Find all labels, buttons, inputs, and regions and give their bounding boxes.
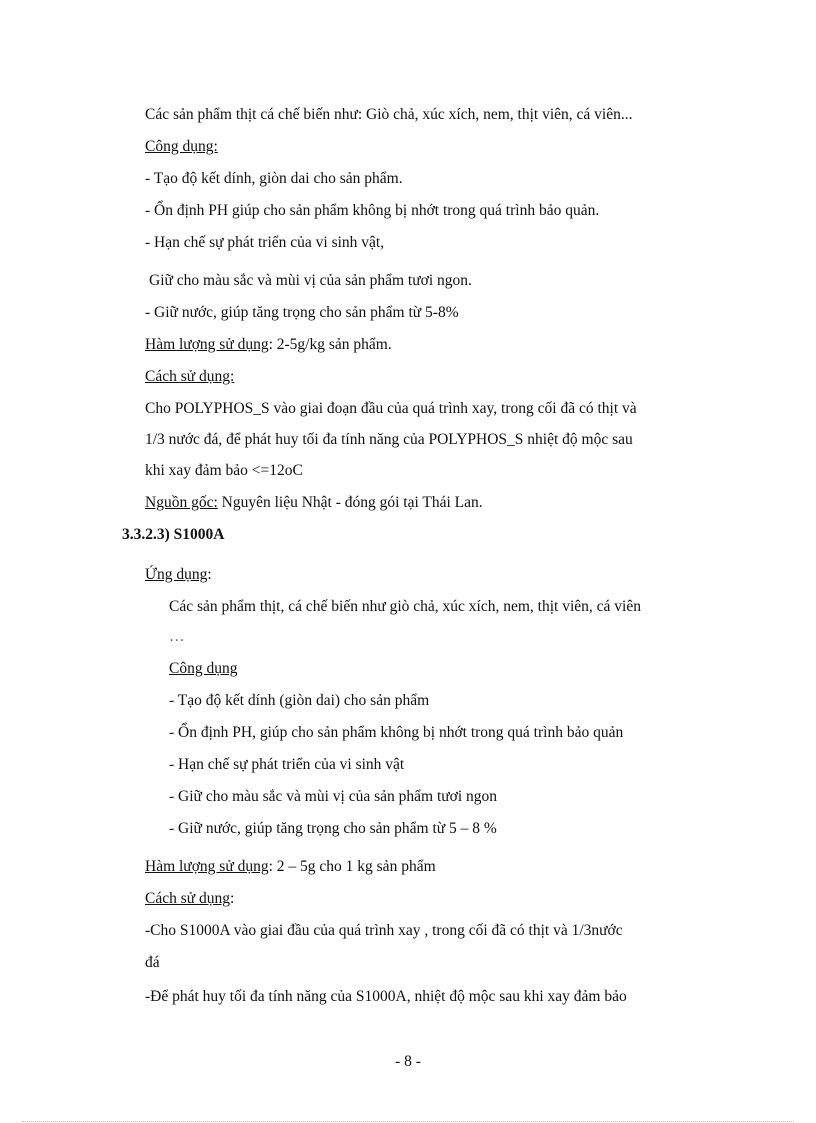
usage-title: Cách sử dụng	[145, 890, 231, 907]
usage-line	[145, 461, 303, 481]
page-number: - 8 -	[395, 1053, 421, 1070]
dosage-line	[145, 857, 436, 877]
use-item: - Hạn chế sự phát triển của vi sinh vật,	[145, 234, 385, 251]
usage-line: -Cho S1000A vào giai đầu của quá trình xay , trong cối đã có thịt và 1/3nước	[145, 922, 623, 939]
dosage-label: Hàm lượng sử dụng	[145, 336, 269, 353]
section-heading: 3.3.2.3) S1000A	[122, 526, 225, 543]
uses-title: Công dụng	[169, 660, 238, 677]
usage-title: Cách sử dụng:	[145, 368, 235, 385]
usage-title-line	[145, 889, 234, 909]
use-item: - Giữ nước, giúp tăng trọng cho sản phẩm từ 5 – 8 %	[169, 820, 497, 837]
origin-line	[145, 493, 483, 513]
application-line: Các sản phẩm thịt, cá chế biến như giò chả, xúc xích, nem, thịt viên, cá viên	[169, 598, 641, 615]
application-line: …	[169, 628, 185, 645]
dosage-value: : 2-5g/kg sản phẩm.	[268, 336, 392, 353]
use-item: - Ổn định PH giúp cho sản phẩm không bị nhớt trong quá trình bảo quản.	[145, 202, 600, 219]
origin-label: Nguồn gốc:	[145, 494, 218, 511]
origin-value: Nguyên liệu Nhật - đóng gói tại Thái Lan.	[217, 494, 483, 511]
usage-text: 1/3 nước đá, để phát huy tối đa tính năng của POLYPHOS_S nhiệt độ mộc sau	[145, 431, 633, 448]
application-title	[145, 565, 212, 585]
use-item: - Giữ cho màu sắc và mùi vị của sản phẩm tươi ngon	[169, 788, 498, 805]
dosage-value: : 2 – 5g cho 1 kg sản phẩm	[268, 858, 436, 875]
products-intro: Các sản phẩm thịt cá chế biến như: Giò chả, xúc xích, nem, thịt viên, cá viên...	[145, 106, 633, 123]
page-bottom-divider	[22, 1121, 794, 1122]
application-colon: :	[207, 566, 212, 583]
use-item: Giữ cho màu sắc và mùi vị của sản phẩm tươi ngon.	[149, 272, 472, 289]
usage-line: đá	[145, 954, 160, 971]
use-item: - Tạo độ kết dính (giòn dai) cho sản phẩm	[169, 692, 430, 709]
application-label: Ứng dụng	[145, 566, 208, 583]
usage-colon: :	[230, 890, 235, 907]
use-item: - Tạo độ kết dính, giòn dai cho sản phẩm.	[145, 170, 403, 187]
dosage-label: Hàm lượng sử dụng	[145, 858, 269, 875]
usage-text: khi xay đảm bảo <=12oC	[145, 462, 303, 479]
usage-text: Cho POLYPHOS_S vào giai đoạn đầu của quá trình xay, trong cối đã có thịt và	[145, 400, 637, 417]
dosage-line	[145, 335, 392, 355]
uses-title: Công dụng:	[145, 138, 218, 155]
use-item: - Hạn chế sự phát triển của vi sinh vật	[169, 756, 405, 773]
usage-line	[145, 430, 633, 450]
usage-line	[145, 399, 637, 419]
use-item: - Ổn định PH, giúp cho sản phẩm không bị nhớt trong quá trình bảo quản	[169, 724, 624, 741]
usage-line: -Để phát huy tối đa tính năng của S1000A, nhiệt độ mộc sau khi xay đảm bảo	[145, 988, 627, 1005]
use-item: - Giữ nước, giúp tăng trọng cho sản phẩm từ 5-8%	[145, 304, 459, 321]
